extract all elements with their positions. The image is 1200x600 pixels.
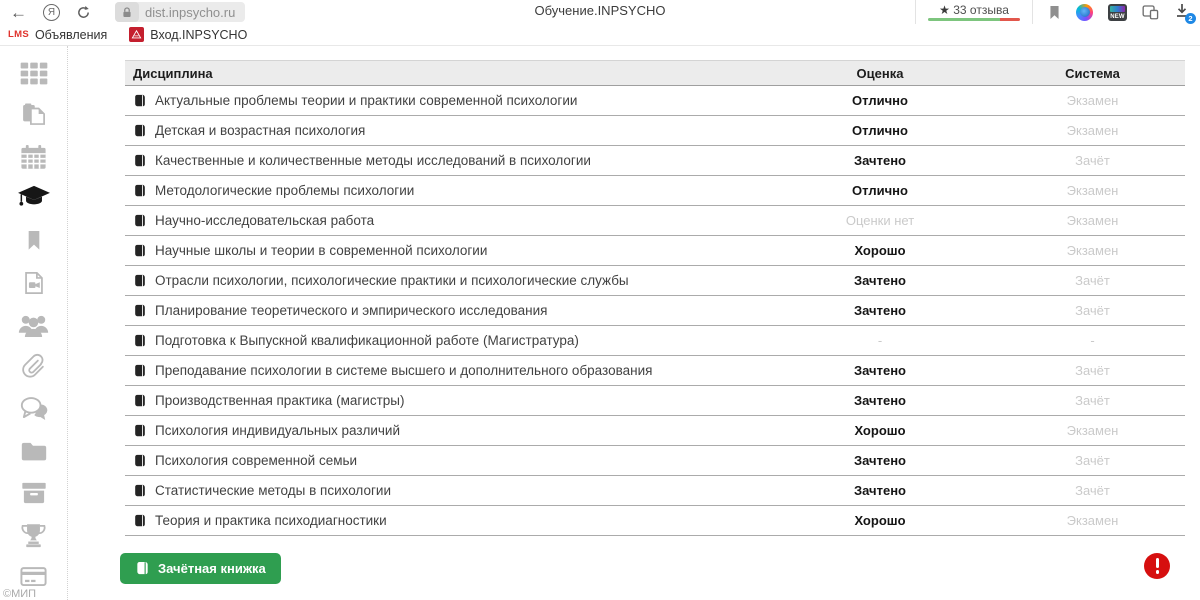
discipline-name[interactable]: Психология индивидуальных различий — [155, 423, 400, 438]
grades-table-body — [125, 86, 1185, 536]
grade-value: Отлично — [852, 183, 908, 198]
discipline-name[interactable]: Психология современной семьи — [155, 453, 358, 468]
paperclip-icon[interactable] — [16, 352, 52, 382]
system-value: Зачёт — [1075, 483, 1110, 498]
gradebook-button-label: Зачётная книжка — [158, 561, 266, 576]
book-icon — [133, 154, 147, 168]
bookmark-flag-icon[interactable] — [1048, 5, 1061, 20]
system-value: Экзамен — [1066, 243, 1119, 258]
new-extension-icon[interactable] — [1108, 4, 1127, 21]
header-discipline: Дисциплина — [133, 65, 213, 81]
downloads-button[interactable] — [1174, 2, 1192, 22]
sidebar-nav — [0, 46, 68, 600]
book-icon — [133, 244, 147, 258]
grade-value: Хорошо — [854, 423, 906, 438]
book-icon — [133, 454, 147, 468]
reviews-count: 33 отзыва — [953, 3, 1009, 17]
system-value: Зачёт — [1075, 153, 1110, 168]
browser-topbar — [0, 0, 1200, 24]
side-panel-icon[interactable] — [1142, 5, 1159, 20]
system-value: Экзамен — [1066, 423, 1119, 438]
header-system: Система — [1065, 65, 1120, 81]
folder-icon[interactable] — [16, 436, 52, 466]
table-row[interactable] — [125, 416, 1185, 446]
users-icon[interactable] — [16, 310, 52, 340]
grade-value: Отлично — [852, 123, 908, 138]
main-content — [0, 46, 1200, 600]
table-row[interactable] — [125, 116, 1185, 146]
grade-value: Зачтено — [854, 393, 906, 408]
table-row[interactable] — [125, 86, 1185, 116]
system-value: Зачёт — [1075, 303, 1110, 318]
system-value: Экзамен — [1066, 513, 1119, 528]
documents-icon[interactable] — [16, 100, 52, 130]
video-file-icon[interactable] — [16, 268, 52, 298]
table-row[interactable] — [125, 266, 1185, 296]
system-value: Зачёт — [1075, 363, 1110, 378]
table-row[interactable] — [125, 236, 1185, 266]
copyright-label: ©МИП — [3, 588, 37, 600]
table-row[interactable] — [125, 386, 1185, 416]
table-row[interactable] — [125, 146, 1185, 176]
reviews-rating-bar — [928, 18, 1020, 21]
bookmarks-bar — [0, 24, 1200, 46]
grade-value: Зачтено — [854, 363, 906, 378]
address-text[interactable]: dist.inpsycho.ru — [145, 4, 236, 20]
bookmark-icon[interactable] — [16, 226, 52, 256]
header-grade: Оценка — [856, 65, 904, 81]
discipline-name[interactable]: Методологические проблемы психологии — [155, 183, 415, 198]
book-icon — [133, 214, 147, 228]
grade-value: - — [877, 333, 883, 348]
new-badge: NEW — [1110, 13, 1125, 20]
book-icon — [133, 274, 147, 288]
downloads-badge: 2 — [1185, 13, 1196, 24]
book-icon — [133, 364, 147, 378]
table-row[interactable] — [125, 506, 1185, 536]
bookmark-lms[interactable]: LMS Объявления — [8, 27, 108, 42]
back-button[interactable]: ← — [10, 2, 27, 22]
lock-icon[interactable] — [115, 2, 139, 22]
grid-icon[interactable] — [16, 58, 52, 88]
calendar-icon[interactable] — [16, 142, 52, 172]
discipline-name[interactable]: Детская и возрастная психология — [155, 123, 366, 138]
discipline-name[interactable]: Теория и практика психодиагностики — [155, 513, 387, 528]
address-bar[interactable] — [115, 2, 245, 22]
table-row[interactable] — [125, 356, 1185, 386]
discipline-name[interactable]: Статистические методы в психологии — [155, 483, 391, 498]
yandex-button[interactable]: Я — [43, 4, 60, 21]
grade-value: Оценки нет — [845, 213, 915, 228]
alert-icon[interactable] — [1144, 553, 1170, 579]
book-icon — [133, 424, 147, 438]
discipline-name[interactable]: Научные школы и теории в современной психологии — [155, 243, 488, 258]
discipline-name[interactable]: Преподавание психологии в системе высшего и дополнительного образования — [155, 363, 653, 378]
book-icon — [133, 514, 147, 528]
discipline-name[interactable]: Отрасли психологии, психологические практики и психологические службы — [155, 273, 629, 288]
grade-value: Зачтено — [854, 273, 906, 288]
table-row[interactable] — [125, 176, 1185, 206]
discipline-name[interactable]: Планирование теоретического и эмпирического исследования — [155, 303, 548, 318]
book-icon — [133, 394, 147, 408]
site-reviews[interactable] — [915, 0, 1033, 24]
table-row[interactable] — [125, 476, 1185, 506]
book-icon — [133, 94, 147, 108]
page-title: Обучение.INPSYCHO — [534, 3, 666, 18]
grade-value: Зачтено — [854, 483, 906, 498]
system-value: Зачёт — [1075, 273, 1110, 288]
discipline-name[interactable]: Научно-исследовательская работа — [155, 213, 375, 228]
grade-value: Хорошо — [854, 513, 906, 528]
system-value: Зачёт — [1075, 453, 1110, 468]
table-row[interactable] — [125, 446, 1185, 476]
trophy-icon[interactable] — [16, 520, 52, 550]
discipline-name[interactable]: Производственная практика (магистры) — [155, 393, 405, 408]
discipline-name[interactable]: Подготовка к Выпускной квалификационной работе (Магистратура) — [155, 333, 579, 348]
mip-logo-icon — [129, 27, 144, 42]
grades-table — [125, 60, 1185, 536]
system-value: Экзамен — [1066, 93, 1119, 108]
book-icon — [133, 334, 147, 348]
table-row[interactable] — [125, 296, 1185, 326]
discipline-name[interactable]: Актуальные проблемы теории и практики современной психологии — [155, 93, 578, 108]
book-icon — [133, 304, 147, 318]
grade-value: Отлично — [852, 93, 908, 108]
system-value: Экзамен — [1066, 123, 1119, 138]
table-row[interactable] — [125, 326, 1185, 356]
book-icon — [133, 124, 147, 138]
discipline-name[interactable]: Качественные и количественные методы исследований в психологии — [155, 153, 591, 168]
system-value: Экзамен — [1066, 183, 1119, 198]
grade-value: Зачтено — [854, 303, 906, 318]
graduation-cap-icon[interactable] — [16, 184, 52, 214]
chat-icon[interactable] — [16, 394, 52, 424]
system-value: Экзамен — [1066, 213, 1119, 228]
system-value: Зачёт — [1075, 393, 1110, 408]
table-row[interactable] — [125, 206, 1185, 236]
extension-icon[interactable] — [1076, 4, 1093, 21]
table-header — [125, 60, 1185, 86]
book-icon — [133, 184, 147, 198]
book-icon — [133, 484, 147, 498]
reload-button[interactable] — [76, 5, 91, 20]
bookmark-inpsycho[interactable]: Вход.INPSYCHO — [129, 27, 247, 42]
lms-logo-icon: LMS — [8, 29, 29, 40]
gradebook-button[interactable] — [120, 553, 281, 584]
star-icon: ★ — [939, 3, 950, 17]
grade-value: Хорошо — [854, 243, 906, 258]
grade-value: Зачтено — [854, 153, 906, 168]
grade-value: Зачтено — [854, 453, 906, 468]
system-value: - — [1090, 333, 1095, 348]
book-icon — [135, 561, 150, 576]
archive-icon[interactable] — [16, 478, 52, 508]
